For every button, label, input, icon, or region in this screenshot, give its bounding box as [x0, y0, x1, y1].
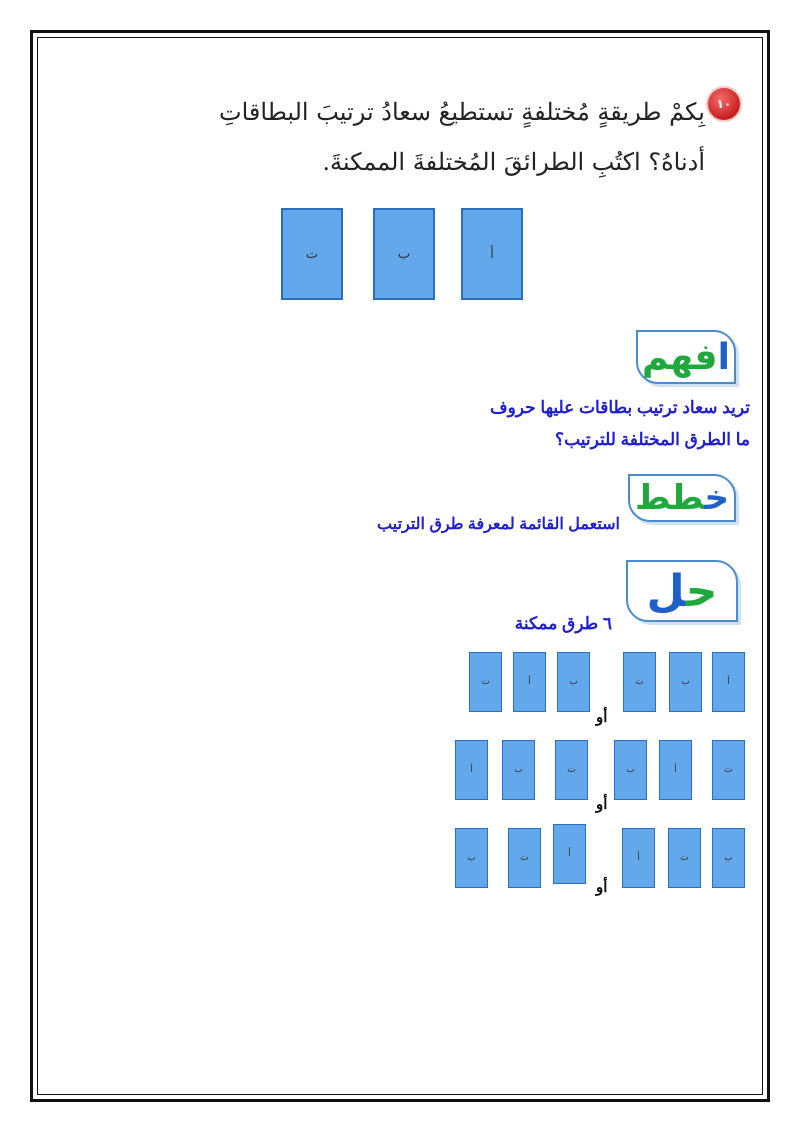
- arrangement-6-card-1: أ: [553, 824, 586, 884]
- solve-badge: [626, 560, 738, 622]
- arrangement-1-card-2: ب: [669, 652, 702, 712]
- solve-badge-label: حل: [646, 565, 718, 617]
- arrangement-5-card-1: ب: [712, 828, 745, 888]
- arrangement-4-card-2: ب: [502, 740, 535, 800]
- arrangement-5-card-3: أ: [622, 828, 655, 888]
- arrangement-4-card-1: ت: [555, 740, 588, 800]
- or-label-2: أو: [596, 796, 608, 813]
- understand-badge: [636, 330, 736, 384]
- understand-badge-label: افهم: [642, 336, 730, 378]
- arrangement-6-card-3: ب: [455, 828, 488, 888]
- card-ta: ت: [281, 208, 343, 300]
- card-ba: ب: [373, 208, 435, 300]
- question-line-1: بِكمْ طريقةٍ مُختلفةٍ تستطيعُ سعادُ ترتيبَ البطاقاتِ: [219, 98, 705, 126]
- arrangement-2-card-1: ب: [557, 652, 590, 712]
- question-number-badge: ١٠: [708, 88, 740, 120]
- arrangement-6-card-2: ت: [508, 828, 541, 888]
- card-alef: أ: [461, 208, 523, 300]
- arrangement-2-card-2: أ: [513, 652, 546, 712]
- plan-badge: [628, 474, 736, 522]
- arrangement-3-card-2: أ: [659, 740, 692, 800]
- question-line-2: أدناهُ؟ اكتُبِ الطرائقَ المُختلفةَ الممكنةَ.: [322, 148, 705, 176]
- arrangement-1-card-1: أ: [712, 652, 745, 712]
- arrangement-1-card-3: ت: [623, 652, 656, 712]
- arrangement-5-card-2: ت: [668, 828, 701, 888]
- understand-line-2: ما الطرق المختلفة للترتيب؟: [555, 430, 750, 449]
- arrangement-2-card-3: ت: [469, 652, 502, 712]
- plan-text: استعمل القائمة لمعرفة طرق الترتيب: [377, 516, 620, 533]
- arrangement-3-card-3: ب: [614, 740, 647, 800]
- or-label-3: أو: [596, 879, 608, 896]
- or-label-1: أو: [596, 709, 608, 726]
- arrangement-4-card-3: أ: [455, 740, 488, 800]
- solve-result: ٦ طرق ممكنة: [514, 614, 612, 633]
- plan-badge-label: خطط: [634, 478, 730, 518]
- arrangement-3-card-1: ت: [712, 740, 745, 800]
- understand-line-1: تريد سعاد ترتيب بطاقات عليها حروف: [489, 398, 750, 417]
